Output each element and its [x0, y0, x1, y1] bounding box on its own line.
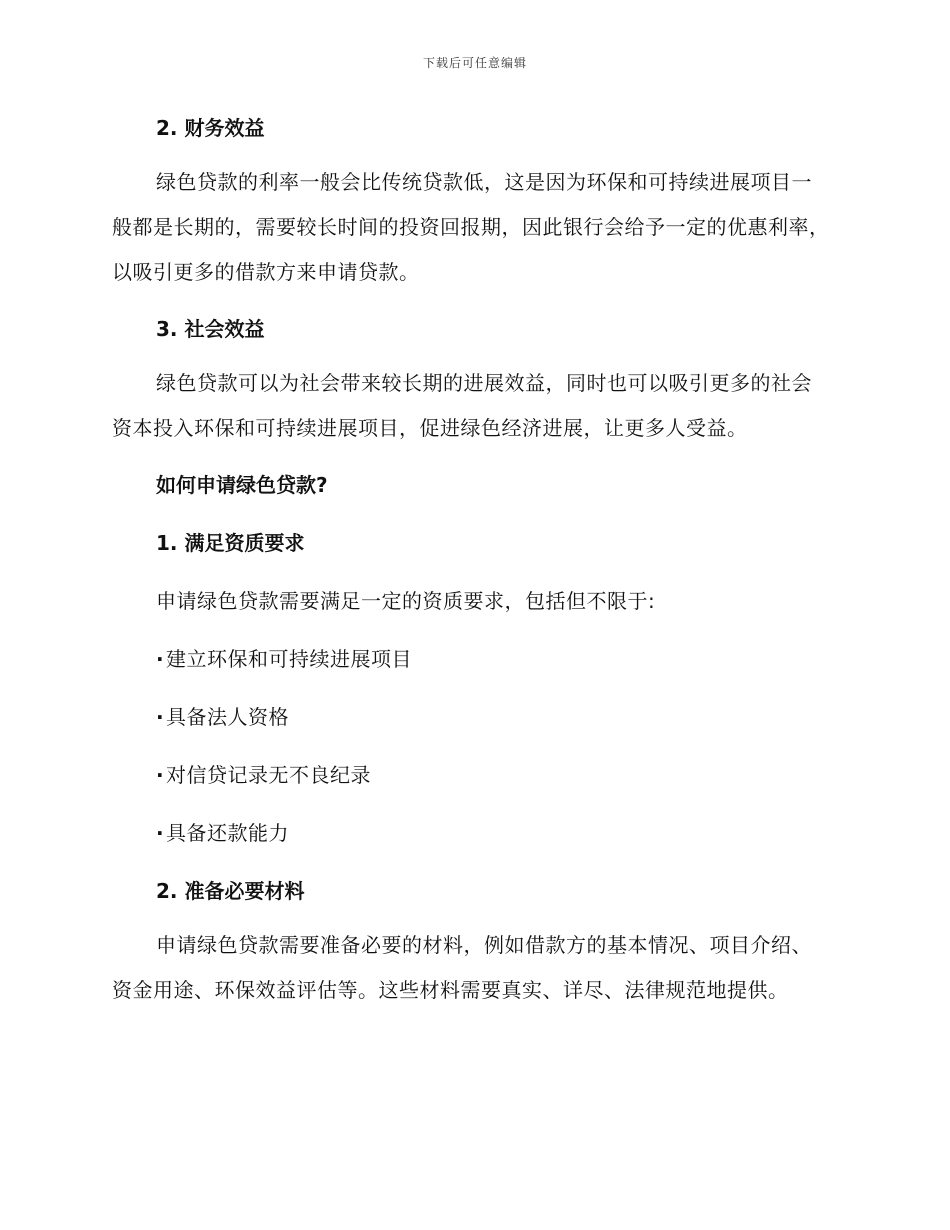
bullet-dot: ·	[156, 647, 165, 671]
heading-social-benefits: 3. 社会效益	[156, 317, 265, 341]
bullet-dot: ·	[156, 763, 165, 787]
list-item: ·具备法人资格	[156, 701, 832, 733]
paragraph-prepare-materials: 申请绿色贷款需要准备必要的材料，例如借款方的基本情况、项目介绍、资金用途、环保效益评估等。这些材料需要真实、详尽、法律规范地提供。	[112, 933, 812, 1002]
paragraph-financial-benefits: 绿色贷款的利率一般会比传统贷款低，这是因为环保和可持续进展项目一般都是长期的，需要较长时间的投资回报期，因此银行会给予一定的优惠利率，以吸引更多的借款方来申请贷款。	[112, 170, 830, 284]
qualification-list	[112, 643, 832, 849]
list-item: ·具备还款能力	[156, 817, 832, 849]
list-item: ·对信贷记录无不良纪录	[156, 759, 832, 791]
list-item: ·建立环保和可持续进展项目	[156, 643, 832, 675]
paragraph-social-benefits: 绿色贷款可以为社会带来较长期的进展效益，同时也可以吸引更多的社会资本投入环保和可持续进展项目，促进绿色经济进展，让更多人受益。	[112, 371, 812, 440]
heading-how-to-apply: 如何申请绿色贷款?	[156, 473, 328, 497]
heading-financial-benefits: 2. 财务效益	[156, 116, 265, 140]
bullet-dot: ·	[156, 705, 165, 729]
heading-qualification: 1. 满足资质要求	[156, 531, 305, 555]
heading-prepare-materials: 2. 准备必要材料	[156, 879, 305, 903]
bullet-dot: ·	[156, 821, 165, 845]
document-body	[112, 112, 832, 1013]
page-header: 下载后可任意编辑	[422, 56, 527, 70]
paragraph-qualification-intro: 申请绿色贷款需要满足一定的资质要求，包括但不限于:	[156, 589, 656, 613]
